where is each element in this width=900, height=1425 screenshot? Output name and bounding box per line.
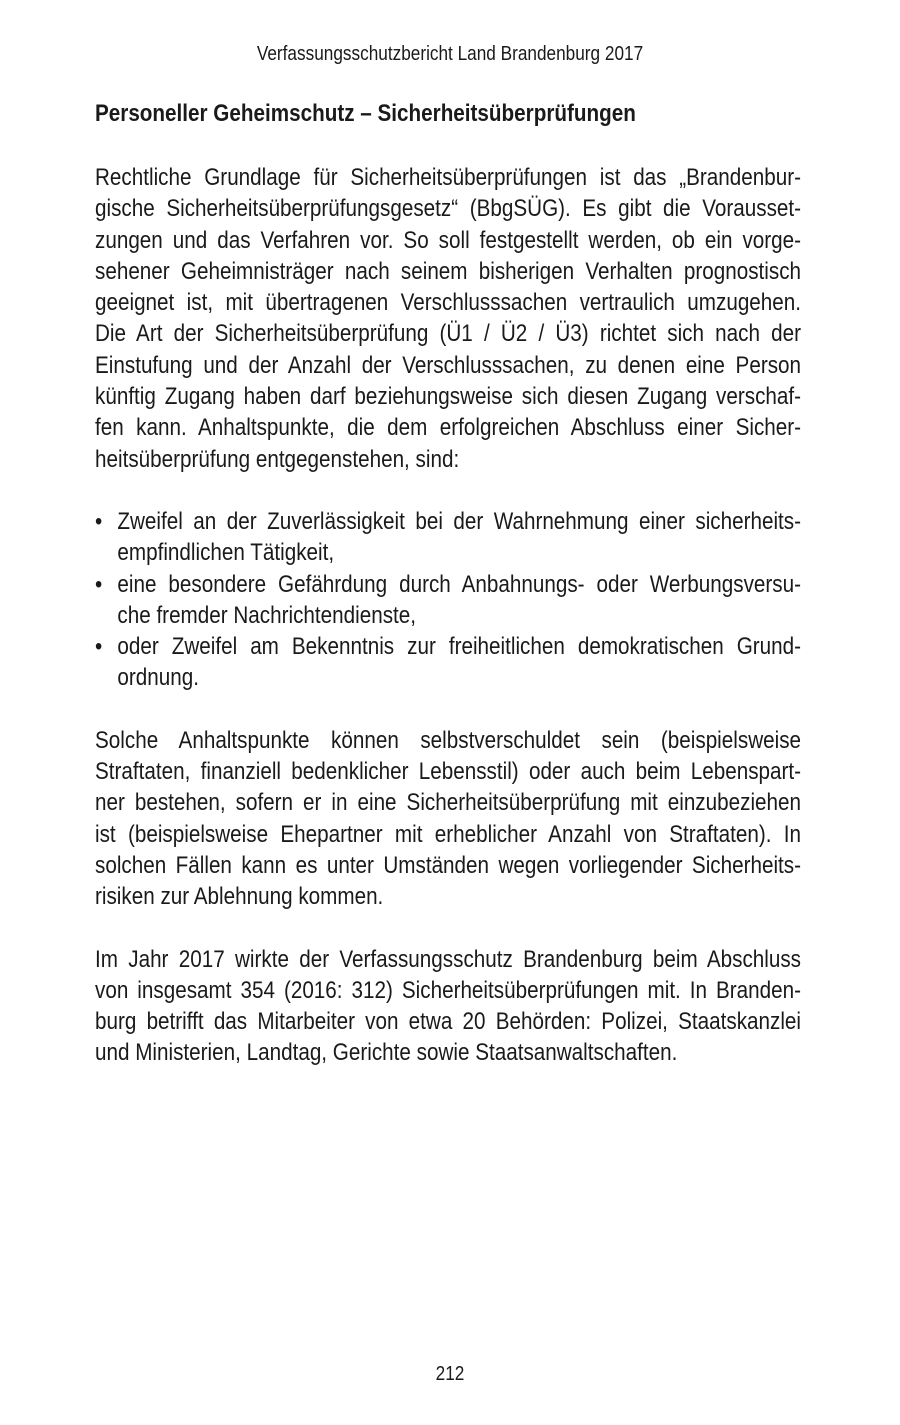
- text-line: risiken zur Ablehnung kommen.: [95, 883, 384, 911]
- text-line: künftig Zugang haben darf beziehungsweise sich diesen Zugang verschaf-: [95, 383, 802, 411]
- paragraph-indications: [95, 725, 801, 913]
- running-head: Verfassungsschutzbericht Land Brandenburg 2017: [256, 43, 644, 65]
- paragraph-statistics-2017: [95, 944, 801, 1069]
- bullet-list: [95, 506, 801, 694]
- page-content: [95, 98, 801, 1069]
- text-line: oder Zweifel am Bekenntnis zur freiheitlichen demokratischen Grund-: [117, 633, 802, 661]
- text-line: von insgesamt 354 (2016: 312) Sicherheitsüberprüfungen mit. In Branden-: [95, 976, 802, 1004]
- bullet-icon: •: [95, 507, 103, 535]
- text-line: gische Sicherheitsüberprüfungsgesetz“ (BbgSÜG). Es gibt die Vorausset-: [95, 195, 802, 223]
- text-line: heitsüberprüfung entgegenstehen, sind:: [95, 445, 460, 473]
- text-line: fen kann. Anhaltspunkte, die dem erfolgreichen Abschluss einer Sicher-: [95, 414, 802, 442]
- text-line: solchen Fällen kann es unter Umständen wegen vorliegender Sicherheits-: [95, 851, 802, 879]
- bullet-icon: •: [95, 633, 103, 661]
- text-line: Straftaten, finanziell bedenklicher Lebensstil) oder auch beim Lebenspart-: [95, 758, 802, 786]
- text-line: Im Jahr 2017 wirkte der Verfassungsschutz Brandenburg beim Abschluss: [95, 945, 802, 973]
- text-line: Solche Anhaltspunkte können selbstverschuldet sein (beispielsweise: [95, 726, 802, 754]
- text-line: eine besondere Gefährdung durch Anbahnungs- oder Werbungsversu-: [117, 570, 802, 598]
- list-item: [95, 506, 801, 569]
- text-line: zungen und das Verfahren vor. So soll festgestellt werden, ob ein vorge-: [95, 226, 802, 254]
- text-line: sehener Geheimnisträger nach seinem bisherigen Verhalten prognostisch: [95, 257, 802, 285]
- text-line: Die Art der Sicherheitsüberprüfung (Ü1 / Ü2 / Ü3) richtet sich nach der: [95, 320, 802, 348]
- page-number: 212: [435, 1363, 465, 1385]
- text-line: Rechtliche Grundlage für Sicherheitsüberprüfungen ist das „Brandenbur-: [95, 164, 802, 191]
- text-line: Zweifel an der Zuverlässigkeit bei der Wahrnehmung einer sicherheits-: [117, 507, 802, 535]
- section-heading: Personeller Geheimschutz – Sicherheitsüberprüfungen: [95, 100, 636, 127]
- bullet-icon: •: [95, 570, 103, 598]
- list-item: [95, 569, 801, 632]
- text-line: burg betrifft das Mitarbeiter von etwa 20 Behörden: Polizei, Staatskanzlei: [95, 1008, 802, 1036]
- paragraph-legal-basis: [95, 162, 801, 475]
- text-line: Einstufung und der Anzahl der Verschlusssachen, zu denen eine Person: [95, 351, 802, 379]
- text-line: ordnung.: [117, 664, 199, 692]
- text-line: ner bestehen, sofern er in eine Sicherheitsüberprüfung mit einzubeziehen: [95, 789, 802, 817]
- list-item: [95, 631, 801, 694]
- text-line: geeignet ist, mit übertragenen Verschlusssachen vertraulich umzugehen.: [95, 289, 802, 317]
- text-line: che fremder Nachrichtendienste,: [117, 601, 417, 629]
- text-line: empfindlichen Tätigkeit,: [117, 539, 335, 567]
- text-line: und Ministerien, Landtag, Gerichte sowie Staatsanwaltschaften.: [95, 1039, 678, 1067]
- text-line: ist (beispielsweise Ehepartner mit erheblicher Anzahl von Straftaten). In: [95, 820, 802, 848]
